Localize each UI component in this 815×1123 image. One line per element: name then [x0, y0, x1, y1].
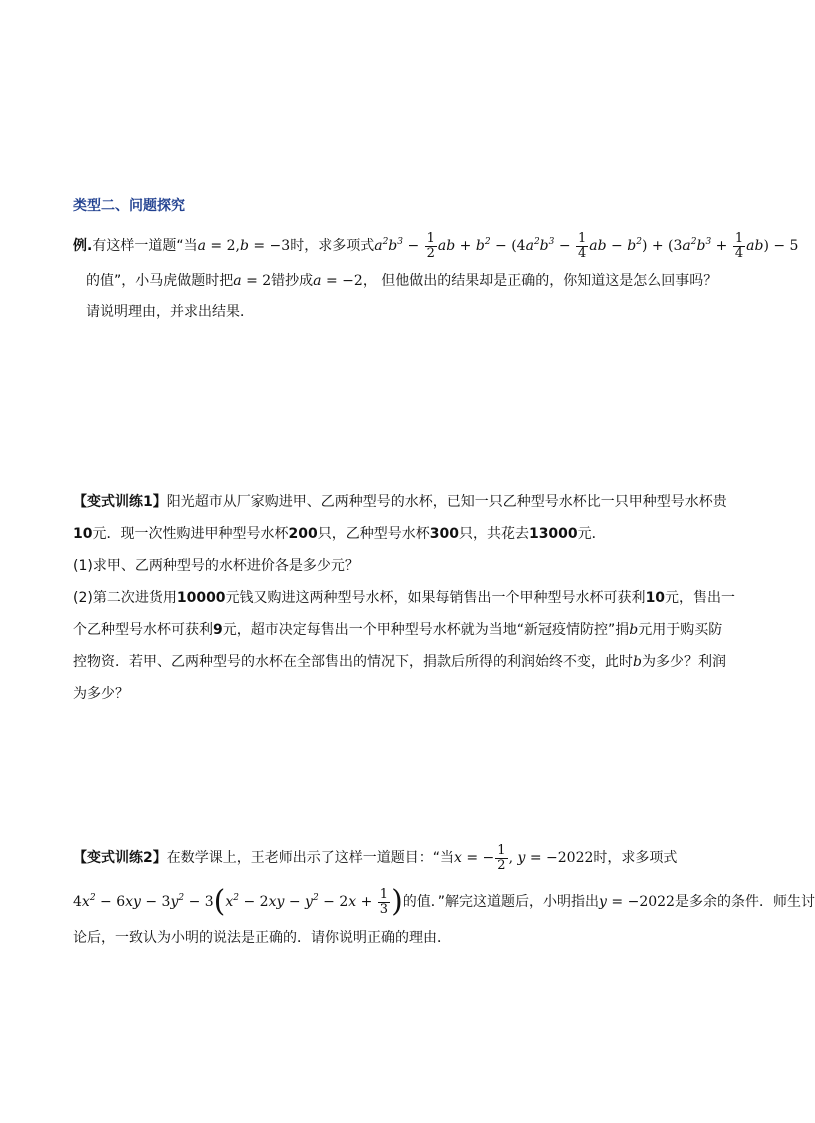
practice1-line-2: 10元．现一次性购进甲种型号水杯200只，乙种型号水杯300只，共花去13000元．: [73, 526, 606, 542]
practice1-question-1: (1)求甲、乙两种型号的水杯进价各是多少元？: [73, 558, 359, 574]
example-line-2: 的值”，小马虎做题时把a = 2错抄成a = −2， 但他做出的结果却是正确的，你知道这是怎么回事吗？: [86, 273, 718, 289]
section-title: 类型二、问题探究: [73, 198, 185, 214]
practice1-question-2-line-2: 个乙种型号水杯可获利9元，超市决定每售出一个甲种型号水杯就为当地“新冠疫情防控”捐b元用于购买防: [73, 622, 723, 638]
practice2-line-1: 【变式训练2】在数学课上，王老师出示了这样一道题目：“当x = − $\frac{1}{2}$ , y = −2022时，求多项式: [73, 842, 678, 873]
example-lead: 例.: [73, 238, 93, 254]
example-line-1: 例.有这样一道题“当a = 2,b = −3时，求多项式$a^2b^3$ − $\frac{1}{2}$ ab + $b^2 - (4a^2b^3$ − $\frac{1}{4}$ ab − $b^2) + (3a^2b^3$ + $\frac{1}{4}$ ab) − 5: [73, 230, 799, 261]
math-a-eq-2: a: [197, 238, 206, 254]
practice2-line-2: $4x^2 - 6xy - 3y^2 - 3(x^2 - 2xy - y^2 - 2x$ + $\frac{1}{3}$ )的值．”解完这道题后，小明指出y = −2022是多余的条件．师生讨: [73, 884, 815, 919]
practice1-question-2-line-4: 为多少？: [73, 686, 129, 702]
example-line-3: 请说明理由，并求出结果．: [86, 304, 254, 320]
example-text-2: 时，求多项式: [290, 238, 375, 254]
example-text-3: 的值”，小马虎做题时把: [86, 273, 234, 289]
practice2-line-3: 论后，一致认为小明的说法是正确的．请你说明正确的理由．: [73, 930, 451, 946]
practice1-line-1: 【变式训练1】阳光超市从厂家购进甲、乙两种型号的水杯，已知一只乙种型号水杯比一只甲种型号水杯贵: [73, 494, 727, 510]
example-text-4: 错抄成: [271, 273, 314, 289]
practice1-question-2-line-1: (2)第二次进货用10000元钱又购进这两种型号水杯，如果每销售出一个甲种型号水杯可获利10元，售出一: [73, 590, 736, 606]
practice1-question-2-line-3: 控物资．若甲、乙两种型号的水杯在全部售出的情况下，捐款后所得的利润始终不变，此时b为多少？利润: [73, 654, 726, 670]
example-text-1: 有这样一道题“当: [92, 238, 198, 254]
example-text-5: ， 但他做出的结果却是正确的，你知道这是怎么回事吗？: [362, 273, 718, 289]
practice2-tag: 【变式训练2】: [73, 850, 167, 866]
math-polynomial: $a^2b^3$: [374, 237, 403, 254]
practice1-tag: 【变式训练1】: [73, 494, 167, 510]
